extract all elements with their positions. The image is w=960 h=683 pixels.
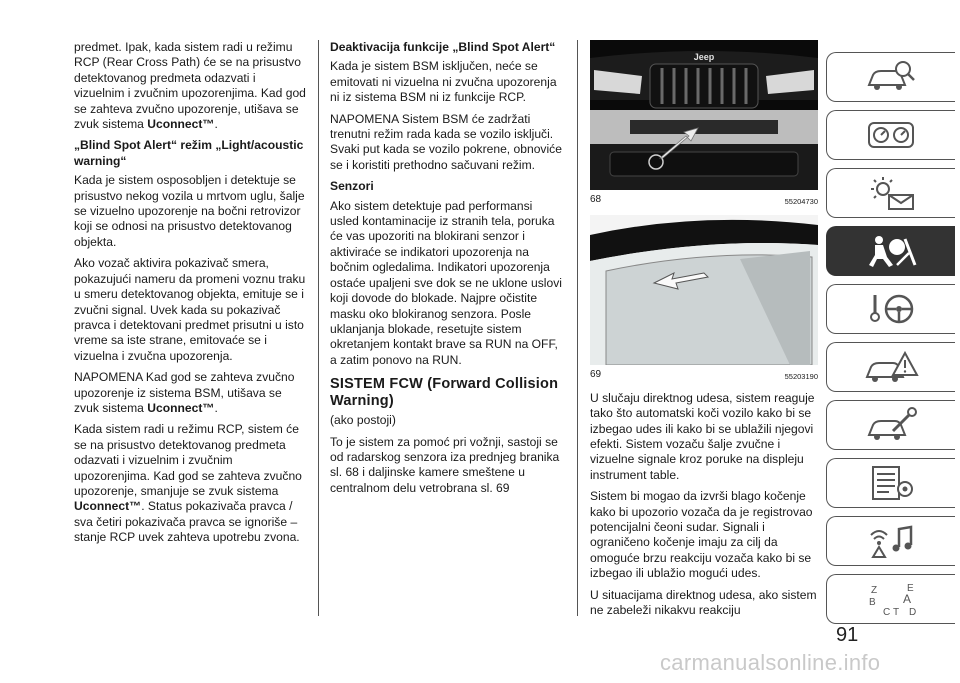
warning-car-icon [863, 347, 919, 387]
light-message-icon [863, 173, 919, 213]
note-paragraph: NAPOMENA Sistem BSM će zadržati trenutni režim rada kada se vozilo isključi. Svaki put kada se vozilo pokrene, obnoviće se i koristiti prethodno sačuvani režim. [330, 111, 562, 172]
paragraph: Kada je sistem BSM isključen, neće se emitovati ni vizuelna ni zvučna upozorenja ni iz sistema BSM ni iz funkcije RCP. [330, 59, 557, 105]
figure-windshield-camera [590, 215, 818, 365]
column-2 [330, 40, 562, 502]
paragraph: predmet. Ipak, kada sistem radi u režimu RCP (Rear Cross Path) će se na prisustvo detektovanog predmeta odazvati i vizuelnim i zvučnim upozorenjima. Kad god se zahteva zvučno upozorenje, utišava se zvuk sistema Uconnect™. [74, 40, 306, 132]
windshield-illustration [590, 215, 818, 365]
section-heading: Deaktivacija funkcije „Blind Spot Alert“ [330, 40, 556, 54]
dashboard-icon [863, 115, 919, 155]
svg-text:Z: Z [871, 585, 878, 596]
tab-car-search[interactable] [826, 52, 955, 102]
tab-light-message[interactable] [826, 168, 955, 218]
figure-caption: 68 55204730 [590, 194, 818, 206]
tab-dashboard[interactable] [826, 110, 955, 160]
multimedia-icon [863, 521, 919, 561]
alphabet-index-icon [863, 579, 919, 619]
tab-airbag-safety[interactable] [826, 226, 955, 276]
svg-text:B: B [869, 597, 876, 608]
section-heading: Senzori [330, 179, 374, 194]
svg-text:D: D [909, 607, 917, 618]
figure-caption: 69 55203190 [590, 369, 818, 382]
paragraph: Sistem bi mogao da izvrši blago kočenje kako bi upozorio vozača da je registrovao potencijalni čeoni sudar. Signali i ograničeno kočenje imaju za cilj da omoguće brzu reakciju vozača kako bi se izbegao ili ublažio mogući udes. [590, 489, 813, 581]
svg-text:A: A [903, 592, 912, 606]
wrench-car-icon [863, 405, 919, 445]
svg-text:T: T [893, 607, 900, 618]
car-search-icon [863, 57, 919, 97]
tab-multimedia[interactable] [826, 516, 955, 566]
paragraph: To je sistem za pomoć pri vožnji, sastoji se od radarskog senzora iza prednjeg branika sl. 68 i daljinske kamere smeštene u centralnom delu vetrobrana sl. 69 [330, 434, 560, 495]
tab-specs-list[interactable] [826, 458, 955, 508]
paragraph: Ako vozač aktivira pokazivač smera, pokazujući nameru da promeni voznu traku u smeru detektovanog objekta, emituje se i zvučni signal. Uvek kada su pokazivač pravca i detektovani predmet prisutni u isto vreme sa iste strane, emitovaće se i vizuelna i zvučna upozorenja. [74, 256, 306, 363]
svg-text:C: C [883, 607, 891, 618]
paragraph: Kada sistem radi u režimu RCP, sistem će se na prisustvo detektovanog predmeta odazvati i vizuelnim i zvučnim upozorenjima. Kad god se zahteva zvučno upozorenje, smanjuje se zvuk sistema Uconnect™. Status pokazivača pravca / sva četiri pokazivača pravca se ignoriše – stanje RCP uvek zahteva upotrebu zvona. [74, 422, 302, 545]
column-divider-left [318, 40, 319, 616]
tab-wrench-car[interactable] [826, 400, 955, 450]
chapter-tabs [826, 52, 960, 632]
tab-steering-start[interactable] [826, 284, 955, 334]
specs-list-icon [863, 463, 919, 503]
steering-start-icon [863, 289, 919, 329]
column-1 [74, 40, 306, 552]
svg-text:E: E [907, 583, 914, 594]
tab-alphabet-index[interactable] [826, 574, 955, 624]
watermark: carmanualsonline.info [660, 650, 881, 675]
paragraph: U situacijama direktnog udesa, ako sistem ne zabeleži nikakvu reakciju [590, 587, 817, 618]
paragraph: Kada je sistem osposobljen i detektuje se prisustvo nekog vozila u mrtvom uglu, šalje se vizuelno upozorenje na bočni retrovizor koji se odnosi na prisustvo detektovanog objekta. [74, 173, 305, 249]
subtitle: (ako postoji) [330, 413, 396, 428]
column-divider-right [577, 40, 578, 616]
note-paragraph: NAPOMENA Kad god se zahteva zvučno upozorenje iz sistema BSM, utišava se zvuk sistema Uconnect™. [74, 370, 295, 415]
page-number: 91 [836, 624, 859, 646]
paragraph: Ako sistem detektuje pad performansi usled kontaminacije iz stranih tela, poruka će vas upozoriti na blokirani senzor i aktiviraće se indikatori upozorenja na bočnim ogledalima. Indikatori upozorenja ostaće upaljeni sve dok se ne uklone uslovi koji dovode do blokade. Najpre očistite masku oko blokiranog senzora. Posle uklanjanja blokade, resetujte sistem okretanjem kontakt brave sa RUN na OFF, a zatim ponovo na RUN. [330, 198, 562, 367]
chapter-title: SISTEM FCW (Forward Collision Warning) [330, 376, 559, 409]
airbag-safety-icon [863, 231, 919, 271]
column-3 [590, 40, 818, 625]
figure-bumper-radar [590, 40, 818, 190]
brand-logo: Jeep [693, 52, 715, 62]
section-heading: „Blind Spot Alert“ režim „Light/acoustic warning“ [74, 138, 304, 168]
tab-warning-car[interactable] [826, 342, 955, 392]
bumper-illustration [590, 40, 818, 190]
paragraph: U slučaju direktnog udesa, sistem reaguje tako što automatski koči vozilo kako bi se izbegao udes ili kako bi se ublažili njegovi efekti. Sistem vozaču šalje zvučne i vizuelne signale kroz poruke na displeju instrument table. [590, 390, 815, 482]
